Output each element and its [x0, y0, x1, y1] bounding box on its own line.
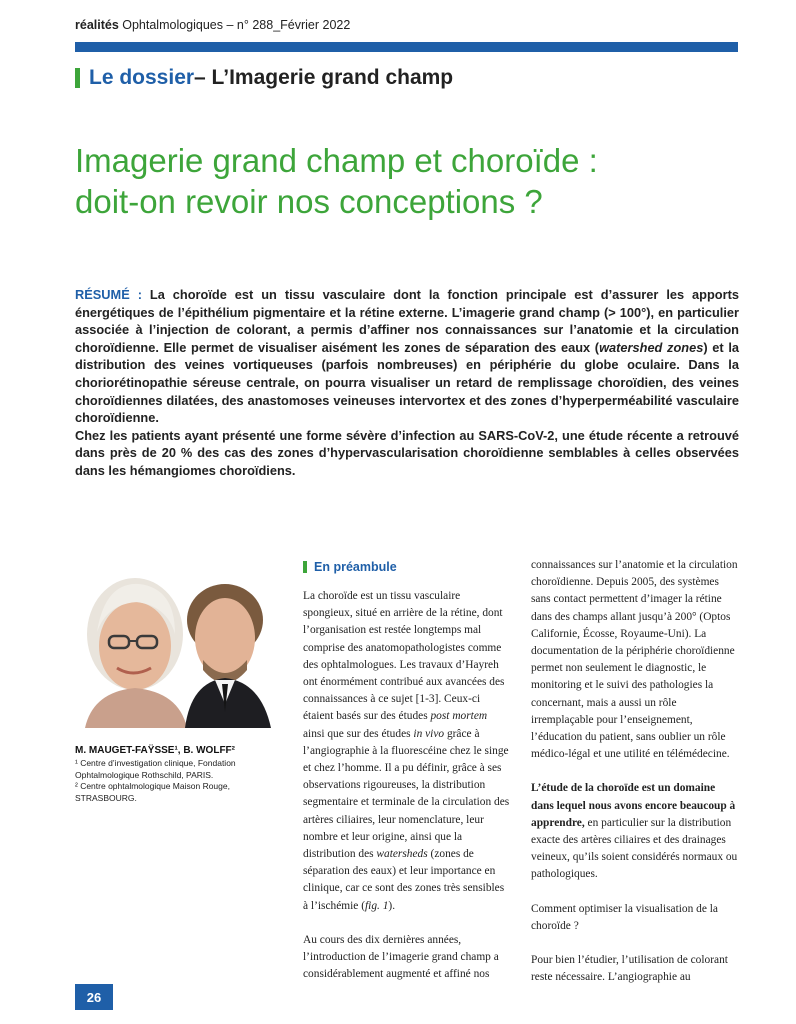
body-emphasis: in vivo [413, 727, 445, 740]
body-text: grâce à l’angiographie à la fluorescéine chez le singe et chez l’homme. Il a pu définir, grâce à ses observations rigoureuses, la distribution segmentaire et terminale de la circulation des artères ciliaires, leur nomenclature, leur nombre et leur origine, ainsi que la distribution des [303, 727, 510, 861]
body-emphasis: watersheds [376, 848, 428, 861]
author-affiliations [75, 758, 290, 804]
header-rule [75, 42, 738, 52]
body-text: ). [388, 899, 396, 912]
affiliation-2: ² Centre ophtalmologique Maison Rouge, STRASBOURG. [75, 781, 230, 803]
body-paragraph: Comment optimiser la visualisation de la choroïde ? [531, 902, 718, 932]
journal-issue: Ophtalmologiques – n° 288_Février 2022 [118, 18, 351, 32]
affiliation-1: ¹ Centre d’investigation clinique, Fondation Ophtalmologique Rothschild, PARIS. [75, 758, 236, 780]
body-text: en particulier sur la distribution exacte des artères ciliaires et des drainages veineux, qu’ils soient considérés normaux ou pathologiques. [531, 816, 738, 881]
subsection-heading-text: En préambule [314, 560, 397, 574]
body-strong: L’étude de la choroïde est un domaine dans lequel nous avons encore beaucoup à apprendre, [531, 782, 736, 829]
body-text: (zones de séparation des eaux) et leur importance en clinique, car ce sont des zones très sensibles à l’ischémie ( [303, 848, 505, 912]
body-text: La choroïde est un tissu vasculaire spongieux, situé en arrière de la rétine, dont l’organisation est restée longtemps mal comprise des anatomopathologistes comme des ophtalmologues. Les travaux d’Hayreh ont énormément contribué aux avancées des connaissances à ce sujet [1-3]. Ceux-ci étaient basés sur des études [303, 590, 505, 723]
body-column-1 [303, 588, 511, 1000]
section-topic: – L’Imagerie grand champ [194, 66, 454, 89]
abstract-paragraph-1 [75, 286, 739, 427]
abstract-text: La choroïde est un tissu vasculaire dont la fonction principale est d’assurer les apports énergétiques de l’épithélium pigmentaire et la rétine externe. L’imagerie grand champ (> 100°), en particulier associée à l’injection de colorant, a permis d’affiner nos connaissances sur l’anatomie et la circulation choroïdienne. Elle permet de visualiser aisément les zones de séparation des eaux ( [75, 287, 739, 355]
author-photo [75, 562, 285, 728]
body-paragraph [531, 780, 739, 883]
abstract-emphasis: watershed zones [599, 339, 704, 355]
subsection-heading [303, 560, 397, 574]
abstract-label: RÉSUMÉ : [75, 287, 142, 302]
body-paragraph: connaissances sur l’anatomie et la circulation choroïdienne. Depuis 2005, des systèmes sans contact permettent d’imager la rétine dans des champs allant jusqu’à 200° (Optos Californie, Écosse, Royaume-Uni). La documentation de la périphérie choroïdienne permet non seulement le diagnostic, le monitoring et le suivi des pathologies la concernant, mais a aussi un rôle irremplaçable pour l’enseignement, l’éducation du patient, sans oublier un rôle médico-légal et une utilité en télémédecine. [531, 559, 738, 761]
journal-brand: réalités [75, 18, 119, 32]
abstract-paragraph-2: Chez les patients ayant présenté une forme sévère d’infection au SARS-CoV-2, une étude récente a retrouvé dans près de 20 % des cas des zones d’hypervascularisation choroïdienne semblables à celles observées dans les hémangiomes choroïdiens. [75, 427, 739, 478]
section-label: Le dossier [89, 66, 195, 89]
figure-reference: fig. 1 [365, 899, 389, 912]
body-text: ainsi que sur des études [303, 727, 414, 740]
page-number: 26 [75, 984, 113, 1010]
body-paragraph: Au cours des dix dernières années, l’introduction de l’imagerie grand champ a considérablement augmenté et affiné nos [303, 933, 499, 981]
article-title [75, 140, 745, 222]
subsection-marker [303, 561, 307, 573]
body-emphasis: post mortem [430, 710, 488, 723]
abstract [75, 286, 739, 480]
body-paragraph: Pour bien l’étudier, l’utilisation de colorant reste nécessaire. L’angiographie au [531, 954, 728, 984]
article-title-line-2: doit-on revoir nos conceptions ? [75, 183, 543, 220]
author-names: M. MAUGET-FAŸSSE¹, B. WOLFF² [75, 745, 235, 756]
body-column-2 [531, 557, 739, 1003]
running-header [75, 18, 350, 32]
section-heading [75, 66, 453, 90]
abstract-text: ) et la distribution des veines vortiqueuses (parfois nombreuses) en périphérie du globe oculaire. Dans la choriorétinopathie séreuse centrale, on pourra visualiser un retard de remplissage choroïdien, des veines choroïdiennes dilatées, des anastomoses veineuses intervortex et des zones d’hyperperméabilité vasculaire choroïdienne. [75, 339, 739, 426]
article-title-line-1: Imagerie grand champ et choroïde : [75, 142, 598, 179]
section-marker [75, 68, 80, 88]
body-paragraph [303, 588, 511, 915]
author-portraits-illustration [75, 562, 285, 728]
